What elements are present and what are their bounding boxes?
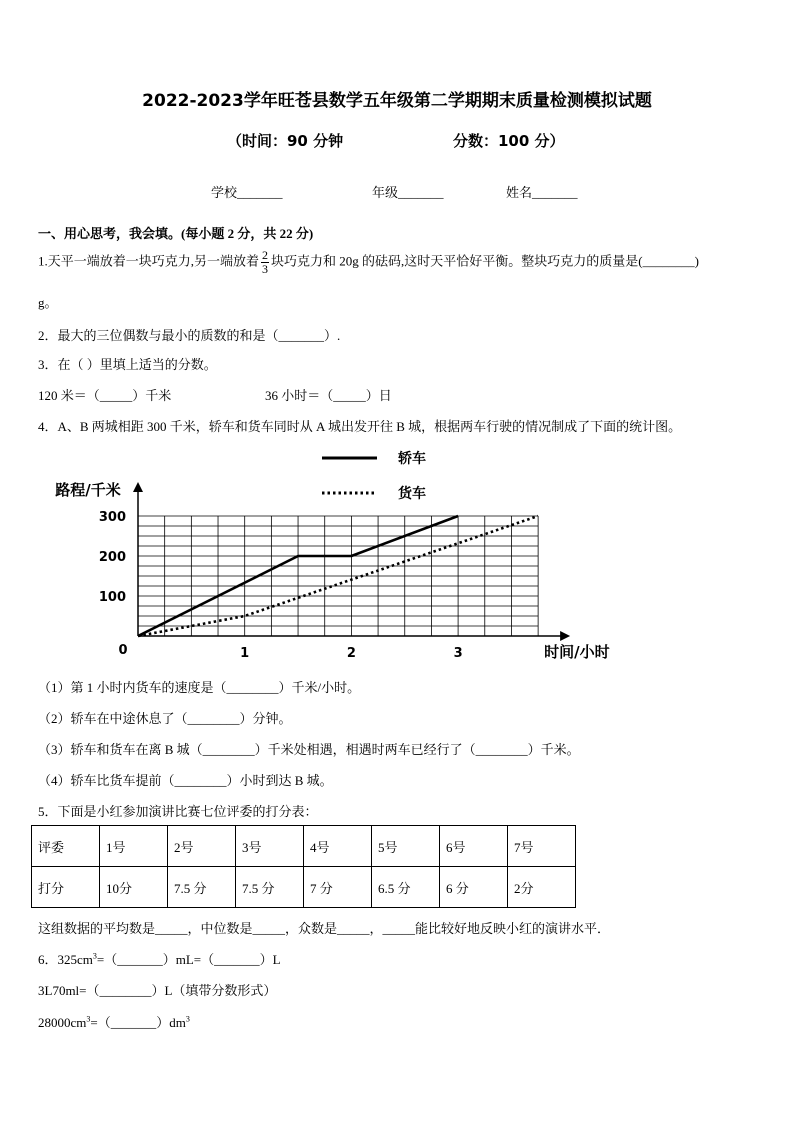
table-row	[32, 867, 576, 908]
question-1-text-b: 块巧克力和 20g 的砝码,这时天平恰好平衡。整块巧克力的质量是(________)	[271, 253, 699, 269]
y-axis-arrow	[133, 482, 143, 492]
table-cell: 10分	[100, 867, 168, 908]
exam-score: 分数：100 分）	[453, 132, 565, 150]
superscript: 3	[86, 1014, 91, 1024]
score-table	[31, 825, 576, 908]
exam-time: （时间：90 分钟	[227, 132, 344, 150]
question-2: 2．最大的三位偶数与最小的质数的和是（_______）.	[38, 328, 341, 343]
y-tick-label: 200	[98, 550, 126, 565]
fraction-numerator: 2	[262, 248, 269, 262]
table-cell: 6.5 分	[372, 867, 440, 908]
table-cell: 3号	[236, 826, 304, 867]
superscript: 3	[92, 951, 97, 961]
fraction-denominator: 3	[262, 262, 269, 276]
table-cell: 1号	[100, 826, 168, 867]
question-3a: 120 米＝（_____）千米	[38, 388, 172, 403]
y-axis-label: 路程/千米	[55, 481, 121, 499]
x-tick-label: 2	[346, 646, 356, 661]
table-cell: 6号	[440, 826, 508, 867]
table-cell: 7.5 分	[236, 867, 304, 908]
table-cell: 打分	[32, 867, 100, 908]
table-cell: 5号	[372, 826, 440, 867]
question-5-text: 这组数据的平均数是_____，中位数是_____，众数是_____，_____能比较好地反映小红的演讲水平．	[38, 921, 611, 936]
x-tick-label: 1	[240, 646, 250, 661]
table-cell: 7.5 分	[168, 867, 236, 908]
origin-label: 0	[118, 643, 128, 658]
question-4-4: （4）轿车比货车提前（________）小时到达 B 城。	[38, 773, 333, 788]
distance-time-chart	[40, 440, 610, 670]
page-title: 2022-2023学年旺苍县数学五年级第二学期期末质量检测模拟试题	[142, 91, 652, 111]
question-1-unit: g。	[38, 295, 58, 310]
question-3: 3．在（ ）里填上适当的分数。	[38, 357, 217, 372]
question-1	[38, 249, 699, 276]
table-cell: 7 分	[304, 867, 372, 908]
y-tick-label: 100	[98, 590, 126, 605]
table-cell: 2号	[168, 826, 236, 867]
section-heading: 一、用心思考，我会填。(每小题 2 分，共 22 分)	[38, 226, 314, 241]
school-field: 学校_______	[211, 185, 283, 200]
y-tick-label: 300	[98, 510, 126, 525]
question-1-text-a: 1.天平一端放着一块巧克力,另一端放着	[38, 253, 260, 269]
question-6b: 3L70ml=（________）L（填带分数形式）	[38, 983, 277, 998]
grade-field: 年级_______	[372, 185, 444, 200]
name-field: 姓名_______	[506, 185, 578, 200]
question-4-1: （1）第 1 小时内货车的速度是（________）千米/小时。	[38, 680, 361, 695]
question-4-3: （3）轿车和货车在离 B 城（________）千米处相遇，相遇时两车已经行了（________）千米。	[38, 742, 580, 757]
question-3b: 36 小时＝（_____）日	[265, 388, 392, 403]
legend-label: 货车	[398, 486, 426, 502]
question-6c	[38, 1012, 190, 1031]
question-6c-text-a: 28000cm	[38, 1015, 87, 1030]
table-row	[32, 826, 576, 867]
question-6c-text-b: =（_______）dm	[90, 1015, 186, 1030]
question-6a-text-a: 6．325cm	[38, 952, 93, 967]
question-6a-text-b: =（_______）mL=（_______）L	[96, 952, 281, 967]
question-6a	[38, 949, 281, 968]
table-cell: 6 分	[440, 867, 508, 908]
superscript: 3	[185, 1014, 190, 1024]
question-5: 5．下面是小红参加演讲比赛七位评委的打分表：	[38, 804, 318, 819]
table-cell: 7号	[508, 826, 576, 867]
table-cell: 4号	[304, 826, 372, 867]
x-tick-label: 3	[453, 646, 463, 661]
fraction	[261, 249, 269, 276]
table-cell: 2分	[508, 867, 576, 908]
x-axis-label: 时间/小时	[544, 643, 610, 661]
question-4-2: （2）轿车在中途休息了（________）分钟。	[38, 711, 292, 726]
legend-label: 轿车	[398, 451, 426, 467]
x-axis-arrow	[560, 631, 570, 641]
question-4: 4．A、B 两城相距 300 千米，轿车和货车同时从 A 城出发开往 B 城，根据两车行驶的情况制成了下面的统计图。	[38, 419, 682, 434]
table-cell: 评委	[32, 826, 100, 867]
